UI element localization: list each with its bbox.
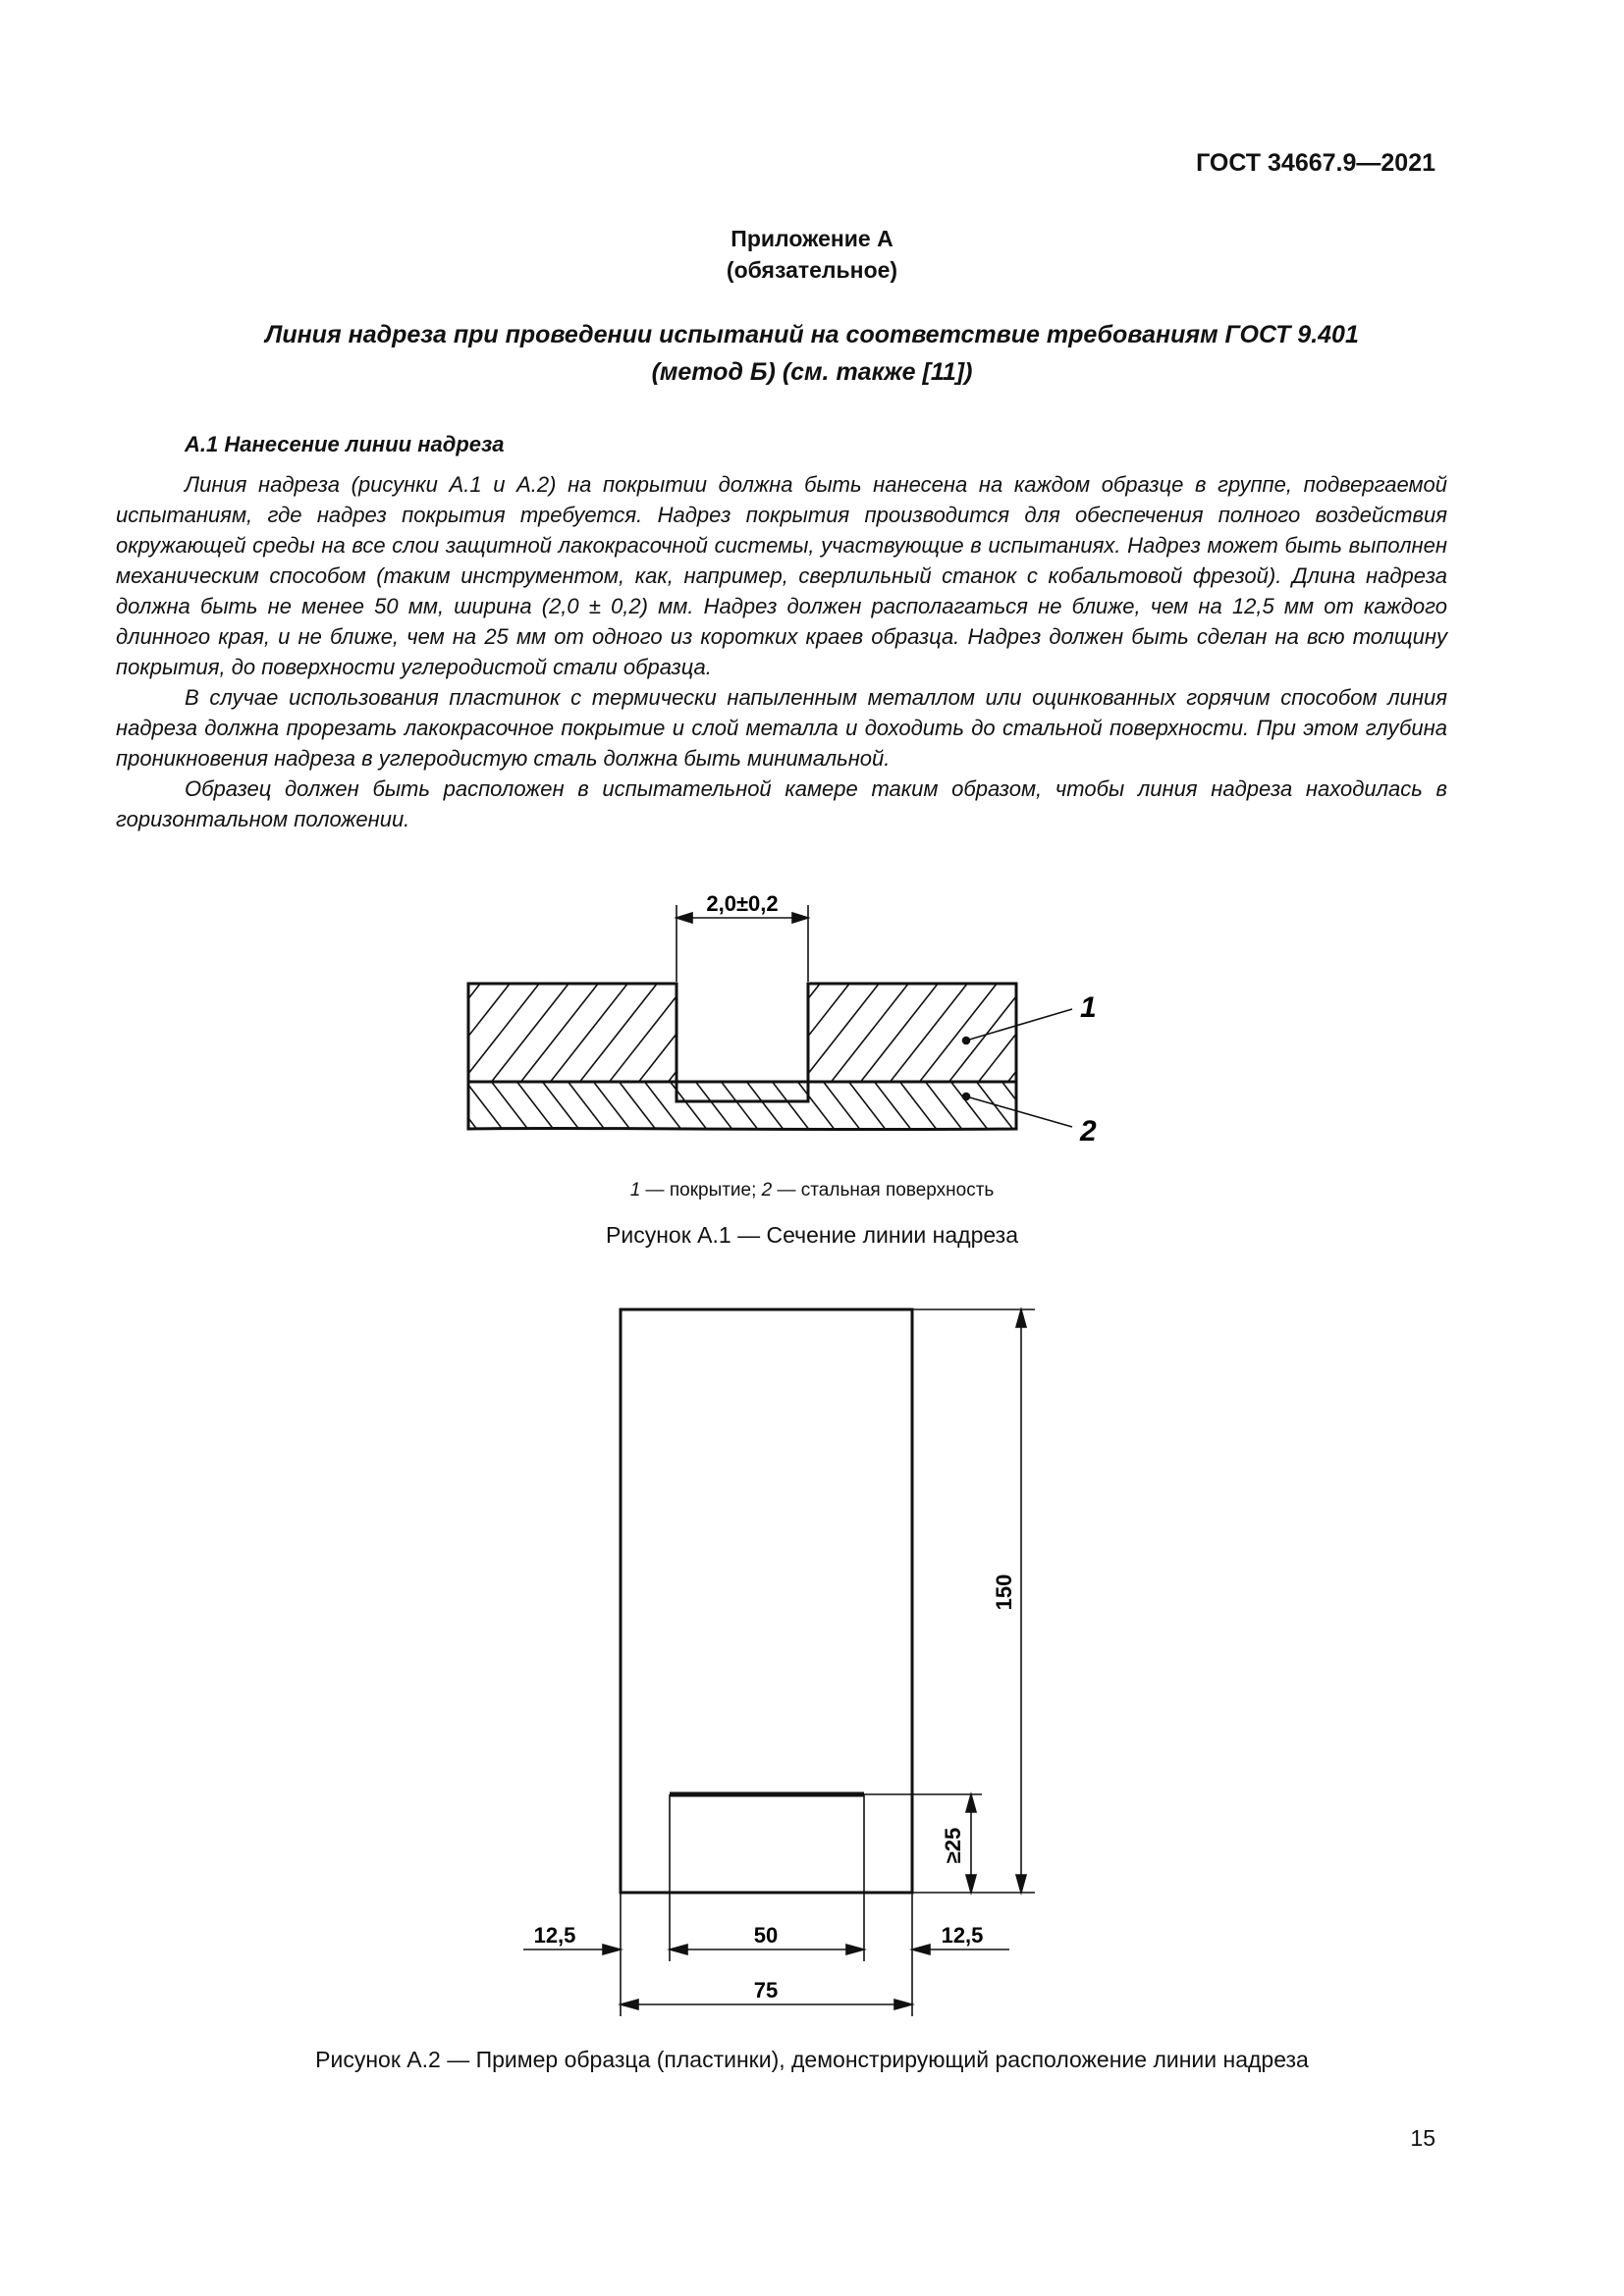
label-coating: 1 [1080,991,1097,1024]
label-steel: 2 [1080,1115,1097,1148]
figure-a2-caption: Рисунок А.2 — Пример образца (пластинки), демонстрирующий расположение линии надреза [315,2047,1309,2072]
figure-a1-caption: Рисунок А.1 — Сечение линии надреза [606,1222,1018,1248]
paragraph: Линия надреза (рисунки А.1 и А.2) на покрытии должна быть нанесена на каждом образце в группе, подвергаемой испытаниям, где надрез покрытия требуется. Надрез покрытия производится для обеспечения полного воздействия окружающей среды на все слои защитной лакокрасочной системы, участвующие в испытаниях. Надрез может быть выполнен механическим способом (таким инструментом, как, например, сверлильный станок с кобальтовой фрезой). Длина надреза должна быть не менее 50 мм, ширина (2,0 ± 0,2) мм. Надрез должен располагаться не ближе, чем на 12,5 мм от каждого длинного края, и не ближе, чем на 25 мм от одного из коротких краев образца. Надрез должен быть сделан на всю толщину покрытия, до поверхности углеродистой стали образца. [116,472,1447,679]
dim-min-edge: ≥25 [941,1827,965,1864]
coating-layer-hatch [380,974,753,1111]
width-dimension [677,905,808,982]
page-number: 15 [1410,2125,1435,2151]
appendix-label: Приложение А [731,226,893,251]
dim-total-width: 75 [753,1978,779,2002]
dim-margin-right: 12,5 [941,1923,984,1948]
legend-text-2: — стальная поверхность [772,1180,995,1201]
section-heading: А.1 Нанесение линии надреза [185,432,505,456]
legend-num-1: 1 [629,1180,641,1201]
legend-num-2: 2 [761,1180,773,1201]
steel-layer-hatch [439,1080,1040,1131]
paragraph: В случае использования пластинок с термически напыленным металлом или оцинкованных горячим способом линия надреза должна прорезать лакокрасочное покрытие и слой металла и доходить до стальной поверхности. При этом глубина проникновения надреза в углеродистую сталь должна быть минимальной. [116,685,1447,771]
dim-height: 150 [992,1574,1016,1611]
figure-a2 [0,1276,1624,2042]
dim-cut-width: 2,0±0,2 [706,891,779,916]
specimen-outline [621,1309,912,1893]
dim-margin-left: 12,5 [533,1923,576,1948]
document-code: ГОСТ 34667.9—2021 [1196,149,1435,177]
figure-a1-legend [0,1180,1624,1201]
appendix-title-line1: Линия надреза при проведении испытаний на соответствие требованиям ГОСТ 9.401 [265,321,1359,348]
legend-text-1: — покрытие; [640,1180,762,1201]
dim-cut-length: 50 [753,1923,779,1948]
appendix-title-line2: (метод Б) (см. также [11]) [651,358,973,386]
appendix-status: (обязательное) [726,257,898,283]
paragraph: Образец должен быть расположен в испытательной камере таким образом, чтобы линия надреза находилась в горизонтальном положении. [116,776,1447,831]
